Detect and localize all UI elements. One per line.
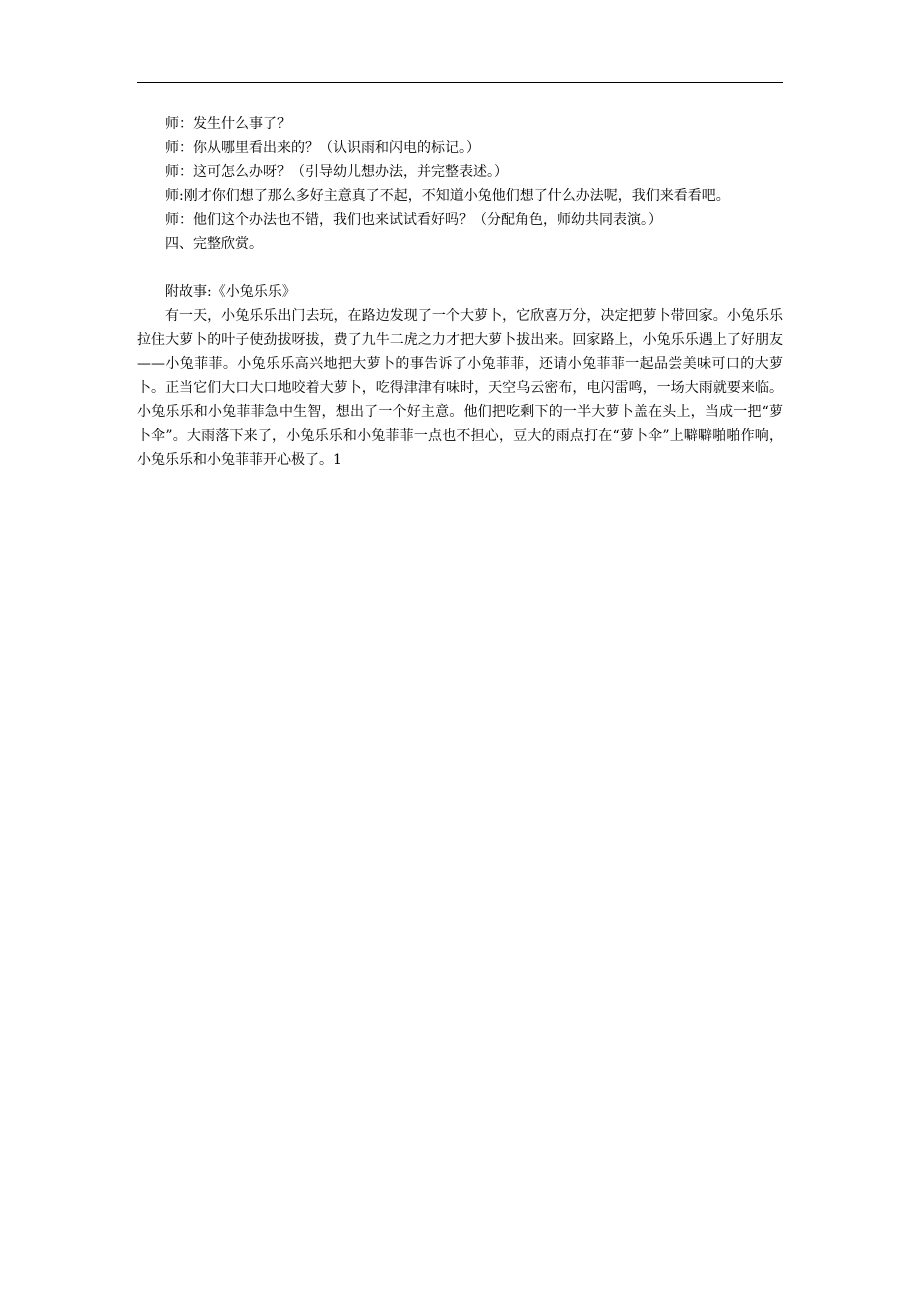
dialogue-line-5: 师：他们这个办法也不错，我们也来试试看好吗？（分配角色，师幼共同表演。） [165,212,662,228]
header-rule [137,82,783,83]
story-title: 附故事:《小兔乐乐》 [165,284,296,300]
paragraph-gap [137,256,783,280]
dialogue-line-3: 师：这可怎么办呀？（引导幼儿想办法，并完整表述。） [165,164,508,180]
document-body [137,112,783,472]
dialogue-line-1: 师：发生什么事了？ [165,116,291,132]
story-body: 有一天，小兔乐乐出门去玩，在路边发现了一个大萝卜，它欣喜万分，决定把萝卜带回家。小兔乐乐拉住大萝卜的叶子使劲拔呀拔，费了九牛二虎之力才把大萝卜拔出来。回家路上，小兔乐乐遇上了好朋友——小兔菲菲。小兔乐乐高兴地把大萝卜的事告诉了小兔菲菲，还请小兔菲菲一起品尝美味可口的大萝卜。正当它们大口大口地咬着大萝卜，吃得津津有味时，天空乌云密布，电闪雷鸣，一场大雨就要来临。小兔乐乐和小兔菲菲急中生智，想出了一个好主意。他们把吃剩下的一半大萝卜盖在头上，当成一把“萝卜伞”。大雨落下来了，小兔乐乐和小兔菲菲一点也不担心，豆大的雨点打在“萝卜伞”上噼噼啪啪作响，小兔乐乐和小兔菲菲开心极了。1 [137,308,783,468]
dialogue-line-2: 师：你从哪里看出来的？（认识雨和闪电的标记。） [165,140,480,156]
dialogue-line-4: 师:刚才你们想了那么多好主意真了不起，不知道小兔他们想了什么办法呢，我们来看看吧。 [165,188,730,204]
section-heading: 四、完整欣赏。 [165,236,263,252]
